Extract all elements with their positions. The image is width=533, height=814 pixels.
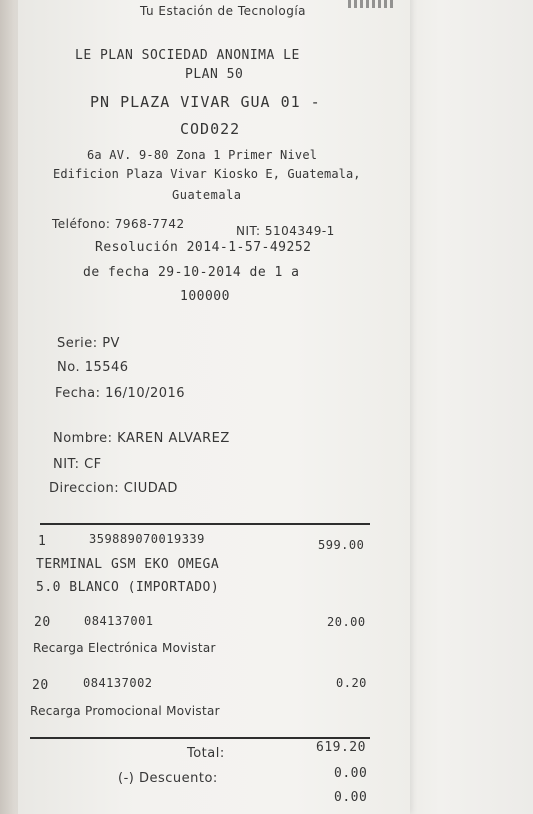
total-label: Total: — [187, 746, 225, 761]
logo-mark — [348, 0, 396, 8]
company-name-line2: PLAN 50 — [185, 67, 244, 82]
branch-line2: COD022 — [180, 120, 241, 138]
item-description-line2: 5.0 BLANCO (IMPORTADO) — [36, 580, 220, 595]
branch-line1: PN PLAZA VIVAR GUA 01 - — [90, 93, 321, 111]
invoice-date: Fecha: 16/10/2016 — [55, 386, 186, 401]
items-bottom-rule — [30, 737, 370, 739]
invoice-serie: Serie: PV — [57, 336, 120, 351]
issuer-nit: NIT: 5104349-1 — [236, 224, 335, 238]
item-amount: 599.00 — [318, 538, 365, 552]
item-description-line1: TERMINAL GSM EKO OMEGA — [36, 557, 220, 572]
address-line3: Guatemala — [172, 188, 242, 202]
company-name-line1: LE PLAN SOCIEDAD ANONIMA LE — [75, 48, 300, 63]
phone-number: Teléfono: 7968-7742 — [52, 217, 185, 231]
item-amount: 0.20 — [336, 676, 367, 690]
item-amount: 20.00 — [327, 615, 366, 629]
customer-nit: NIT: CF — [53, 457, 102, 472]
customer-name: Nombre: KAREN ALVAREZ — [53, 431, 230, 446]
extra-value: 0.00 — [334, 790, 368, 805]
address-line1: 6a AV. 9-80 Zona 1 Primer Nivel — [87, 148, 318, 162]
item-code: 084137002 — [83, 676, 153, 690]
address-line2: Edificion Plaza Vivar Kiosko E, Guatemala, — [53, 167, 361, 181]
item-code: 084137001 — [84, 614, 154, 628]
resolution-line3: 100000 — [180, 289, 230, 304]
item-code: 359889070019339 — [89, 532, 205, 546]
item-qty: 1 — [38, 534, 47, 549]
customer-address: Direccion: CIUDAD — [49, 481, 178, 496]
item-qty: 20 — [34, 615, 51, 630]
discount-label: (-) Descuento: — [118, 771, 218, 786]
item-qty: 20 — [32, 678, 49, 693]
item-description-line1: Recarga Promocional Movistar — [30, 704, 220, 718]
items-top-rule — [40, 523, 370, 525]
invoice-number: No. 15546 — [57, 360, 129, 375]
discount-value: 0.00 — [334, 766, 368, 781]
resolution-line1: Resolución 2014-1-57-49252 — [95, 240, 312, 255]
item-description-line1: Recarga Electrónica Movistar — [33, 641, 216, 655]
total-value: 619.20 — [316, 740, 366, 755]
store-tagline: Tu Estación de Tecnología — [140, 4, 307, 18]
resolution-line2: de fecha 29-10-2014 de 1 a — [83, 265, 300, 280]
